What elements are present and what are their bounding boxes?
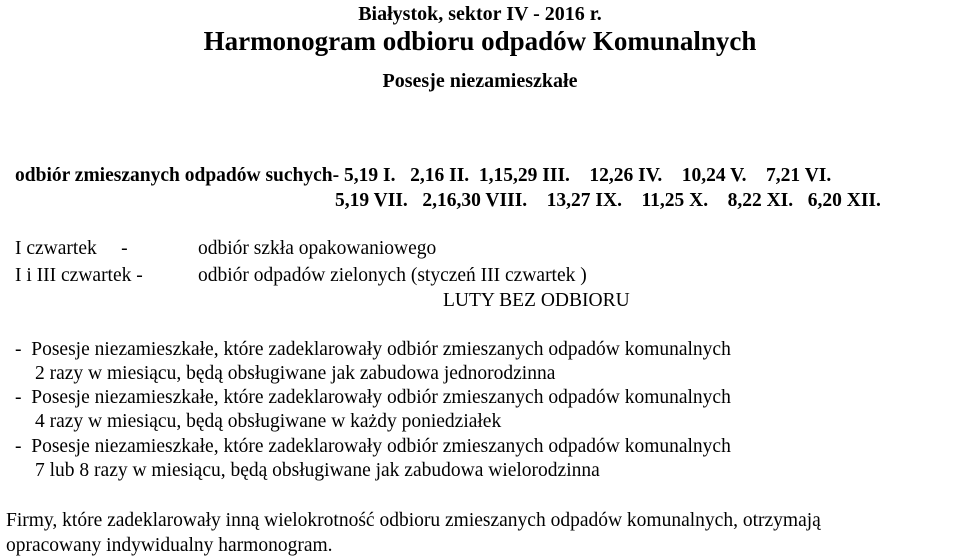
note-7-8x-line-2: 7 lub 8 razy w miesiącu, będą obsługiwane jak zabudowa wielorodzinna [35, 460, 600, 481]
page-title: Harmonogram odbioru odpadów Komunalnych [203, 26, 757, 56]
page-subtitle: Posesje niezamieszkałe [382, 70, 578, 92]
note-2x-line-2: 2 razy w miesiącu, będą obsługiwane jak zabudowa jednorodzinna [35, 363, 556, 384]
schedule-dry-waste-line-2: 5,19 VII. 2,16,30 VIII. 13,27 IX. 11,25 X. 8,22 XI. 6,20 XII. [335, 190, 881, 211]
location-heading: Białystok, sektor IV - 2016 r. [358, 3, 602, 25]
note-2x-line-1: - Posesje niezamieszkałe, które zadeklarowały odbiór zmieszanych odpadów komunalnych [15, 339, 731, 360]
footer-line-2: opracowany indywidualny harmonogram. [6, 535, 333, 556]
glass-collection-description: odbiór szkła opakowaniowego [198, 238, 437, 259]
green-collection-description: odbiór odpadów zielonych (styczeń III czwartek ) [198, 265, 587, 286]
schedule-dry-waste-line-1: odbiór zmieszanych odpadów suchych- 5,19 I. 2,16 II. 1,15,29 III. 12,26 IV. 10,24 V. 7,21 VI. [15, 165, 832, 186]
note-4x-line-1: - Posesje niezamieszkałe, które zadeklarowały odbiór zmieszanych odpadów komunalnych [15, 387, 731, 408]
footer-line-1: Firmy, które zadeklarowały inną wielokrotność odbioru zmieszanych odpadów komunalnych, otrzymają [6, 510, 821, 531]
glass-collection-label: I czwartek - [15, 238, 128, 259]
note-7-8x-line-1: - Posesje niezamieszkałe, które zadeklarowały odbiór zmieszanych odpadów komunalnych [15, 436, 731, 457]
green-collection-label: I i III czwartek - [15, 265, 143, 286]
note-4x-line-2: 4 razy w miesiącu, będą obsługiwane w każdy poniedziałek [35, 411, 502, 432]
february-note: LUTY BEZ ODBIORU [443, 290, 630, 311]
